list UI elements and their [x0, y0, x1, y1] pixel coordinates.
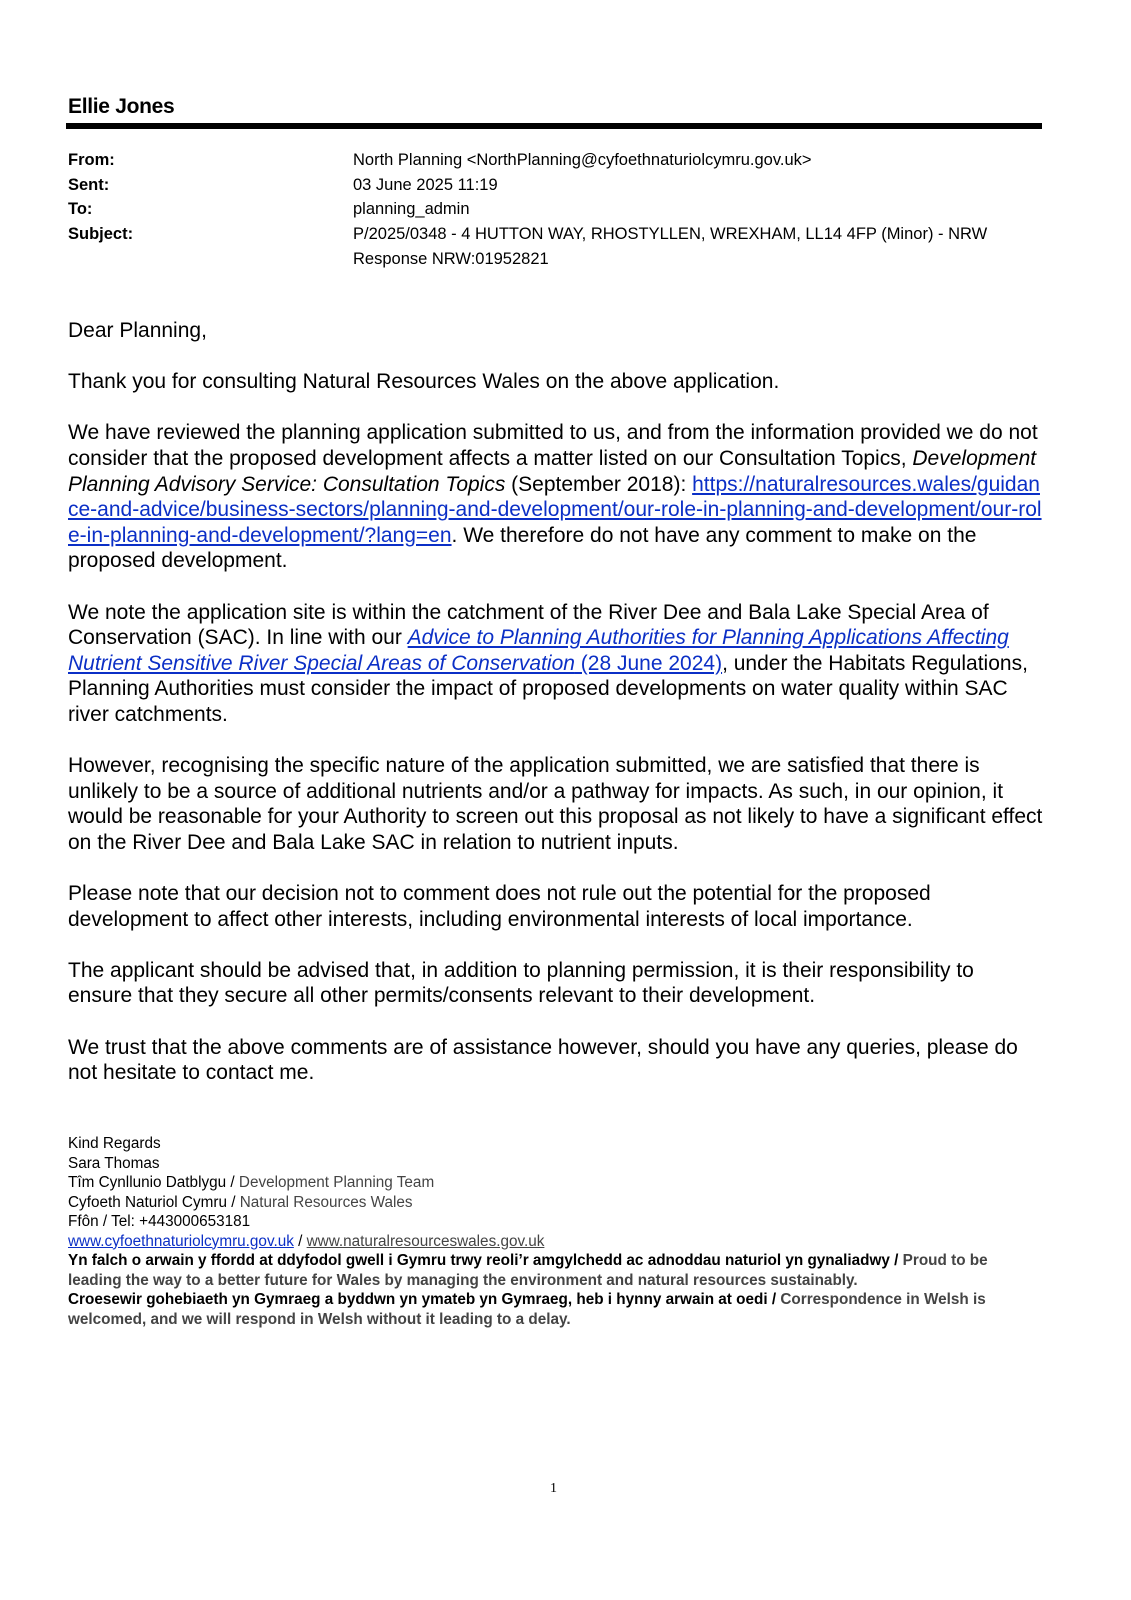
welsh-website-link[interactable]: www.cyfoethnaturiolcymru.gov.uk	[68, 1232, 294, 1250]
header-rule	[66, 123, 1042, 129]
greeting: Dear Planning,	[68, 319, 207, 342]
paragraph-5: Please note that our decision not to comment does not rule out the potential for the proposed development to affect other interests, including environmental interests of local importance.	[68, 882, 931, 931]
sender-name: Sara Thomas	[68, 1154, 160, 1172]
consultation-topics-link[interactable]: https://naturalresources.wales/guidance-and-advice/business-sectors/planning-and-development/our-role-in-planning-and-development/our-role-in-planning-and-development/?lang=en	[68, 472, 1042, 547]
team-english: Development Planning Team	[238, 1174, 435, 1191]
sent-value: 03 June 2025 11:19	[353, 175, 498, 194]
paragraph-7: We trust that the above comments are of assistance however, should you have any queries, please do not hesitate to contact me.	[68, 1035, 1018, 1085]
to-row	[68, 197, 1043, 222]
team-welsh: Tîm Cynllunio Datblygu /	[68, 1174, 239, 1191]
paragraph-2	[68, 420, 1043, 574]
consultation-topics-title: Development Planning Advisory Service: Consultation Topics	[68, 446, 1037, 496]
websites	[68, 1232, 1043, 1252]
organisation	[68, 1193, 1043, 1213]
org-english: Natural Resources Wales	[239, 1193, 413, 1211]
link-text: Advice to Planning Authorities for Planning Applications Affecting Nutrient Sensitive River Special Areas of Conservation	[68, 626, 1009, 675]
separator: /	[293, 1232, 307, 1250]
english-website-link[interactable]: www.naturalresourceswales.gov.uk	[306, 1232, 545, 1250]
notice-english: Correspondence in Welsh is welcomed, and we will respond in Welsh without it leading to a delay.	[68, 1291, 986, 1328]
text: , under the Habitats Regulations, Planning Authorities must consider the impact of proposed developments on water quality within SAC river catchments.	[68, 651, 1028, 726]
from-row	[68, 148, 1043, 173]
page-number: 1	[550, 1481, 557, 1496]
notice-welsh: Croesewir gohebiaeth yn Gymraeg a byddwn yn ymateb yn Gymraeg, heb i hynny arwain at oedi /	[68, 1291, 781, 1308]
text: We note the application site is within the catchment of the River Dee and Bala Lake Special Area of Conservation (SAC). In line with our	[68, 600, 989, 650]
paragraph-3	[68, 600, 1043, 728]
to-value: planning_admin	[353, 200, 470, 219]
from-value: North Planning <NorthPlanning@cyfoethnaturiolcymru.gov.uk>	[353, 151, 812, 169]
text: . We therefore do not have any comment to make on the proposed development.	[68, 523, 977, 573]
org-welsh: Cyfoeth Naturiol Cymru /	[68, 1193, 240, 1211]
sent-row	[68, 173, 1043, 198]
mailbox-owner-name: Ellie Jones	[68, 95, 175, 118]
from-label: From:	[68, 151, 115, 169]
subject-value: P/2025/0348 - 4 HUTTON WAY, RHOSTYLLEN, WREXHAM, LL14 4FP (Minor) - NRW Response NRW:01952821	[353, 225, 988, 268]
email-header	[68, 148, 1043, 272]
tagline-english: Proud to be leading the way to a better future for Wales by managing the environment and natural resources sustainably.	[68, 1252, 988, 1289]
tagline-welsh: Yn falch o arwain y ffordd at ddyfodol gwell i Gymru trwy reoli’r amgylchedd ac adnoddau naturiol yn gynaliadwy /	[68, 1252, 903, 1269]
paragraph-1: Thank you for consulting Natural Resources Wales on the above application.	[68, 370, 780, 394]
to-label: To:	[68, 200, 93, 219]
paragraph-6: The applicant should be advised that, in addition to planning permission, it is their responsibility to ensure that they secure all other permits/consents relevant to their development.	[68, 958, 974, 1008]
sent-label: Sent:	[68, 175, 110, 194]
closing: Kind Regards	[68, 1135, 161, 1152]
link-date: (28 June 2024)	[574, 651, 723, 675]
signature	[68, 1134, 1043, 1329]
text: We have reviewed the planning application submitted to us, and from the information provided we do not consider that the proposed development affects a matter listed on our Consultation Topics,	[68, 421, 1038, 470]
text: (September 2018):	[505, 472, 693, 496]
subject-label: Subject:	[68, 225, 134, 244]
email-body	[68, 318, 1043, 1111]
paragraph-4: However, recognising the specific nature of the application submitted, we are satisfied that there is unlikely to be a source of additional nutrients and/or a pathway for impacts. As such, in our opinion, it would be reasonable for your Authority to screen out this proposal as not likely to have a significant effect on the River Dee and Bala Lake SAC in relation to nutrient inputs.	[68, 754, 1043, 854]
subject-row	[68, 222, 1043, 271]
welsh-language-notice	[68, 1290, 1043, 1329]
tagline	[68, 1251, 1043, 1290]
team	[68, 1173, 1043, 1193]
phone: Ffôn / Tel: +443000653181	[68, 1213, 251, 1230]
